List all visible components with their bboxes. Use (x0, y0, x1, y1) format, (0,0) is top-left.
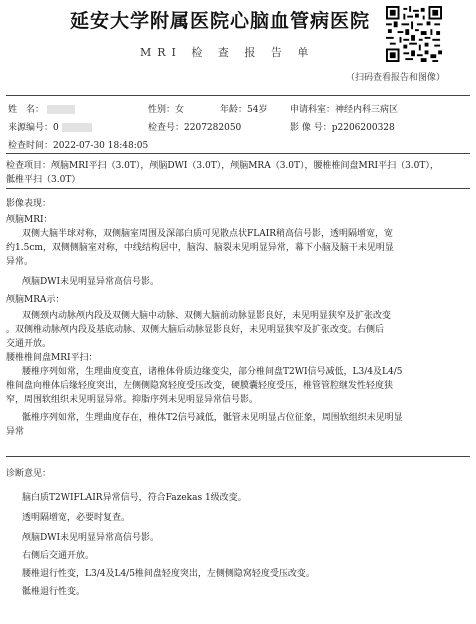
exam-time-value: 2022-07-30 18:48:05 (53, 141, 149, 151)
spine-title: 腰椎椎间盘MRI平扫： (6, 353, 98, 363)
spine-line-2: 椎间盘向椎体后缘轻度突出，左侧侧隐窝轻度受压改变，硬膜囊轻度受压，椎管管腔继发性轻度狭 (6, 381, 394, 391)
diagnosis-line-1: 脑白质T2WIFLAIR异常信号，符合Fazekas 1级改变。 (22, 493, 247, 503)
diagnosis-line-5: 腰椎退行性变，L3/4及L4/5椎间盘轻度突出，左侧侧隐窝轻度受压改变。 (22, 569, 315, 579)
mra-line-3: 交通开放。 (6, 339, 52, 349)
diagnosis-line-6: 骶椎退行性变。 (22, 587, 86, 597)
diagnosis-line-2: 透明隔增宽，必要时复查。 (22, 513, 131, 523)
exam-no-label: 检查号： (148, 123, 185, 133)
exam-no-field (148, 120, 241, 133)
exam-items-line1 (6, 158, 439, 171)
mra-line-1: 双侧颈内动脉颅内段及双侧大脑中动脉、双侧大脑前动脉显影良好，未见明显狭窄及扩张改变 (22, 311, 392, 321)
name-label: 姓 名： (8, 105, 45, 115)
dept-field (290, 102, 398, 115)
brain-mri-line-3: 异常。 (6, 257, 34, 267)
mra-line-2: 。双侧椎动脉颅内段及基底动脉、双侧大脑后动脉显影良好，未见明显狭窄及扩张改变。右侧后 (6, 325, 385, 335)
image-no-value: p2206200328 (331, 123, 395, 133)
mra-title: 颅脑MRA示： (6, 295, 65, 305)
age-field (220, 102, 267, 115)
exam-items-text-2: 骶椎平扫（3.0T） (6, 175, 81, 185)
sacral-line-2: 异常 (6, 427, 25, 437)
exam-items-text-1: 颅脑MRI平扫（3.0T），颅脑DWI（3.0T），颅脑MRA（3.0T），腰椎椎间盘MRI平扫（3.0T）， (51, 161, 439, 171)
diagnosis-line-4: 右侧后交通开放。 (22, 551, 95, 561)
source-redacted (62, 123, 92, 132)
age-value: 54岁 (247, 105, 268, 115)
report-title: MRI 检 查 报 告 单 (140, 46, 315, 59)
findings-label: 影像表现： (6, 199, 52, 209)
brain-mri-line-2: 约1.5cm，双侧侧脑室对称，中线结构居中，脑沟、脑裂未见明显异常，幕下小脑及脑干未见明显 (6, 243, 394, 253)
source-label: 来源编号： (8, 123, 54, 133)
source-field (8, 120, 92, 133)
name-redacted (47, 105, 75, 114)
brain-mri-title: 颅脑MRI： (6, 215, 53, 225)
diagnosis-line-3: 颅脑DWI未见明显异常高信号影。 (22, 533, 160, 543)
image-no-label: 影 像 号： (290, 123, 332, 133)
dwi-line: 颅脑DWI未见明显异常高信号影。 (22, 277, 160, 287)
gender-label: 性别： (148, 105, 176, 115)
sacral-line-1: 骶椎序列如常，生理曲度存在，椎体T2信号减低，骶管未见明显占位征象，周围软组织未见明显 (22, 413, 403, 423)
info-divider (6, 153, 470, 154)
patient-name-field (8, 102, 75, 115)
gender-value: 女 (175, 105, 185, 115)
brain-mri-line-1: 双侧大脑半球对称，双侧脑室周围及深部白质可见散点状FLAIR稍高信号影，透明隔增宽，宽 (22, 229, 394, 239)
hospital-name: 延安大学附属医院心脑血管病医院 (70, 10, 371, 32)
image-no-field (290, 120, 395, 133)
scan-note[interactable]: （扫码查看报告和图像） (346, 73, 446, 83)
exam-time-field (8, 138, 148, 151)
diagnosis-label: 诊断意见： (6, 469, 52, 479)
source-value: 0 (53, 123, 59, 133)
header-divider (6, 95, 470, 96)
exam-time-label: 检查时间： (8, 141, 54, 151)
spine-line-3: 窄，周围软组织未见明显异常。抑脂序列未见明显异常信号影。 (6, 395, 259, 405)
exam-no-value: 2207282050 (184, 123, 242, 133)
findings-divider (6, 456, 470, 457)
dept-label: 申请科室： (290, 105, 336, 115)
items-divider (6, 188, 470, 189)
gender-field (148, 102, 184, 115)
dept-value: 神经内科三病区 (335, 105, 399, 115)
spine-line-1: 腰椎序列如常，生理曲度变直，诸椎体骨质边缘变尖，部分椎间盘T2WI信号减低，L3/4及L4/5 (22, 367, 403, 377)
age-label: 年龄： (220, 105, 248, 115)
exam-items-label: 检查项目： (6, 161, 52, 171)
qr-code-icon[interactable] (386, 6, 442, 62)
